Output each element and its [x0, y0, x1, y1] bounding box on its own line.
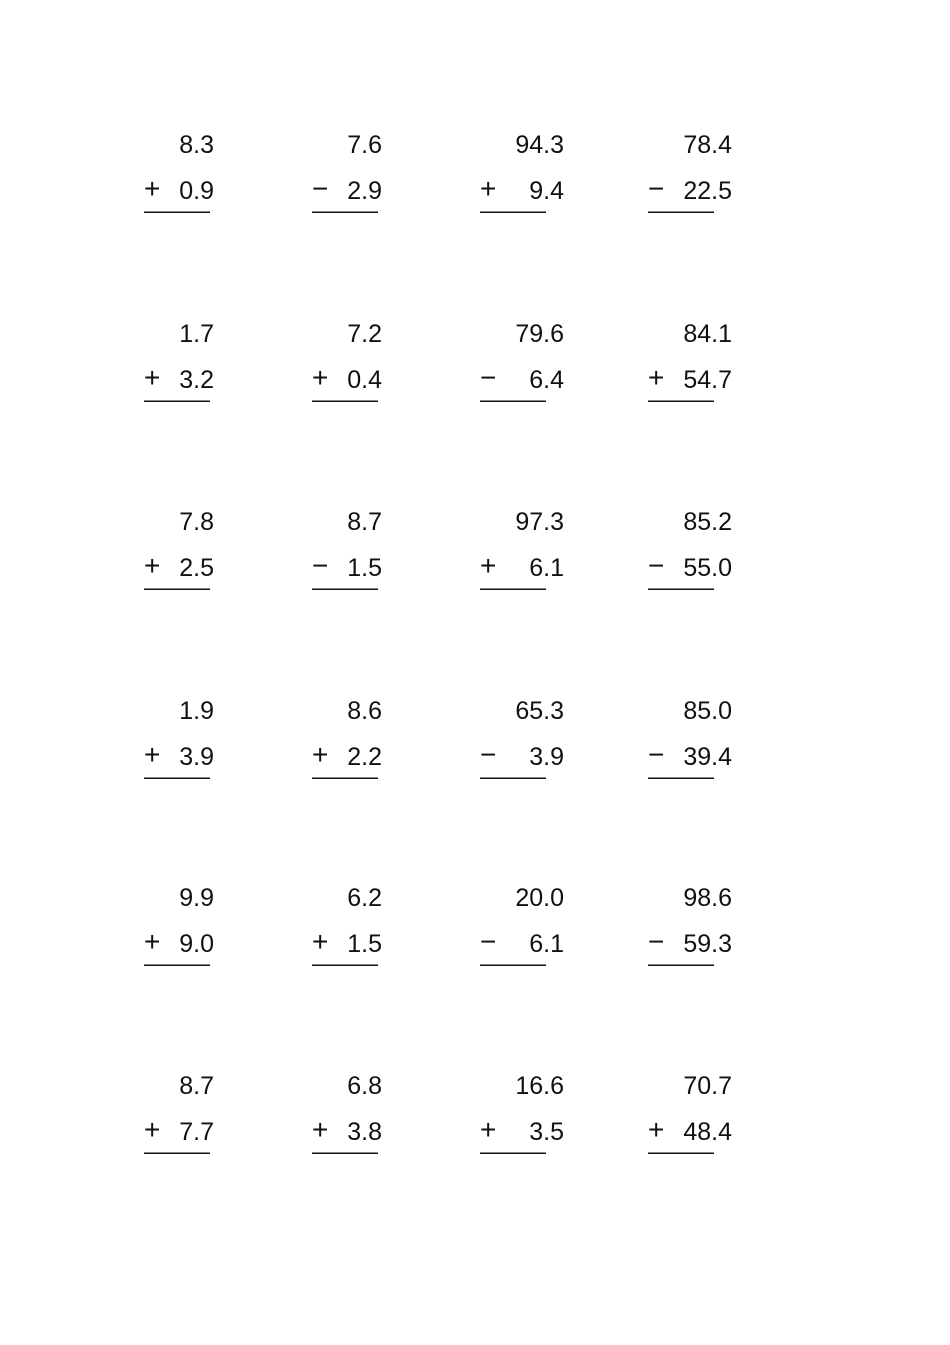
top-number: 6.2: [347, 884, 382, 912]
bottom-number: 1.5: [347, 554, 382, 582]
top-number: 20.0: [515, 884, 564, 912]
problem-r4-c4: [648, 696, 768, 796]
operator: +: [312, 1114, 329, 1145]
answer-line: ———: [648, 575, 714, 600]
top-number: 1.7: [179, 320, 214, 348]
problem-r5-c4: [648, 883, 768, 983]
bottom-number: 6.1: [529, 930, 564, 958]
bottom-number: 3.9: [529, 743, 564, 771]
operator: −: [648, 173, 665, 204]
operator: +: [312, 362, 329, 393]
answer-line: ———: [312, 764, 378, 789]
answer-line: ———: [648, 951, 714, 976]
operator: +: [144, 550, 161, 581]
top-number: 70.7: [683, 1072, 732, 1100]
answer-line: ———: [312, 198, 378, 223]
top-number: 85.2: [683, 508, 732, 536]
bottom-number: 48.4: [683, 1118, 732, 1146]
bottom-number: 9.4: [529, 177, 564, 205]
bottom-number: 3.8: [347, 1118, 382, 1146]
operator: +: [144, 739, 161, 770]
problem-r5-c1: [144, 883, 264, 983]
bottom-number: 55.0: [683, 554, 732, 582]
answer-line: ———: [648, 1139, 714, 1164]
bottom-number: 22.5: [683, 177, 732, 205]
bottom-number: 6.1: [529, 554, 564, 582]
top-number: 9.9: [179, 884, 214, 912]
problem-r4-c2: [312, 696, 432, 796]
answer-line: ———: [312, 575, 378, 600]
operator: −: [648, 550, 665, 581]
bottom-number: 3.9: [179, 743, 214, 771]
problem-r6-c3: [480, 1071, 600, 1171]
problem-r4-c3: [480, 696, 600, 796]
top-number: 8.6: [347, 697, 382, 725]
operator: +: [480, 550, 497, 581]
problem-r3-c2: [312, 507, 432, 607]
problem-r1-c2: [312, 130, 432, 230]
problem-r2-c3: [480, 319, 600, 419]
bottom-number: 3.2: [179, 366, 214, 394]
bottom-number: 3.5: [529, 1118, 564, 1146]
top-number: 7.2: [347, 320, 382, 348]
top-number: 8.7: [179, 1072, 214, 1100]
answer-line: ———: [480, 951, 546, 976]
operator: −: [312, 173, 329, 204]
answer-line: ———: [480, 387, 546, 412]
top-number: 94.3: [515, 131, 564, 159]
operator: +: [144, 926, 161, 957]
bottom-number: 1.5: [347, 930, 382, 958]
answer-line: ———: [648, 387, 714, 412]
answer-line: ———: [144, 764, 210, 789]
top-number: 65.3: [515, 697, 564, 725]
bottom-number: 6.4: [529, 366, 564, 394]
bottom-number: 2.9: [347, 177, 382, 205]
operator: +: [144, 1114, 161, 1145]
top-number: 85.0: [683, 697, 732, 725]
problem-r2-c2: [312, 319, 432, 419]
bottom-number: 54.7: [683, 366, 732, 394]
problem-r1-c1: [144, 130, 264, 230]
operator: +: [312, 739, 329, 770]
bottom-number: 0.4: [347, 366, 382, 394]
problem-r1-c3: [480, 130, 600, 230]
operator: −: [312, 550, 329, 581]
top-number: 84.1: [683, 320, 732, 348]
bottom-number: 7.7: [179, 1118, 214, 1146]
problem-r3-c3: [480, 507, 600, 607]
problem-r2-c1: [144, 319, 264, 419]
bottom-number: 0.9: [179, 177, 214, 205]
answer-line: ———: [144, 951, 210, 976]
problem-r5-c3: [480, 883, 600, 983]
answer-line: ———: [144, 575, 210, 600]
answer-line: ———: [480, 575, 546, 600]
problem-r1-c4: [648, 130, 768, 230]
answer-line: ———: [144, 1139, 210, 1164]
answer-line: ———: [144, 198, 210, 223]
operator: −: [480, 926, 497, 957]
top-number: 6.8: [347, 1072, 382, 1100]
operator: −: [648, 739, 665, 770]
top-number: 7.6: [347, 131, 382, 159]
problem-r6-c4: [648, 1071, 768, 1171]
answer-line: ———: [648, 198, 714, 223]
operator: +: [648, 362, 665, 393]
top-number: 8.7: [347, 508, 382, 536]
answer-line: ———: [648, 764, 714, 789]
answer-line: ———: [480, 198, 546, 223]
problem-r3-c1: [144, 507, 264, 607]
problem-r3-c4: [648, 507, 768, 607]
problem-r2-c4: [648, 319, 768, 419]
operator: +: [648, 1114, 665, 1145]
problem-r4-c1: [144, 696, 264, 796]
answer-line: ———: [312, 1139, 378, 1164]
answer-line: ———: [312, 951, 378, 976]
bottom-number: 2.5: [179, 554, 214, 582]
problem-r6-c2: [312, 1071, 432, 1171]
operator: +: [480, 173, 497, 204]
top-number: 16.6: [515, 1072, 564, 1100]
top-number: 1.9: [179, 697, 214, 725]
answer-line: ———: [480, 1139, 546, 1164]
bottom-number: 59.3: [683, 930, 732, 958]
top-number: 97.3: [515, 508, 564, 536]
bottom-number: 39.4: [683, 743, 732, 771]
operator: −: [480, 739, 497, 770]
operator: +: [480, 1114, 497, 1145]
top-number: 79.6: [515, 320, 564, 348]
bottom-number: 9.0: [179, 930, 214, 958]
operator: −: [480, 362, 497, 393]
answer-line: ———: [144, 387, 210, 412]
problem-r6-c1: [144, 1071, 264, 1171]
top-number: 7.8: [179, 508, 214, 536]
problem-r5-c2: [312, 883, 432, 983]
answer-line: ———: [312, 387, 378, 412]
top-number: 78.4: [683, 131, 732, 159]
operator: −: [648, 926, 665, 957]
operator: +: [312, 926, 329, 957]
operator: +: [144, 362, 161, 393]
operator: +: [144, 173, 161, 204]
answer-line: ———: [480, 764, 546, 789]
top-number: 8.3: [179, 131, 214, 159]
top-number: 98.6: [683, 884, 732, 912]
bottom-number: 2.2: [347, 743, 382, 771]
